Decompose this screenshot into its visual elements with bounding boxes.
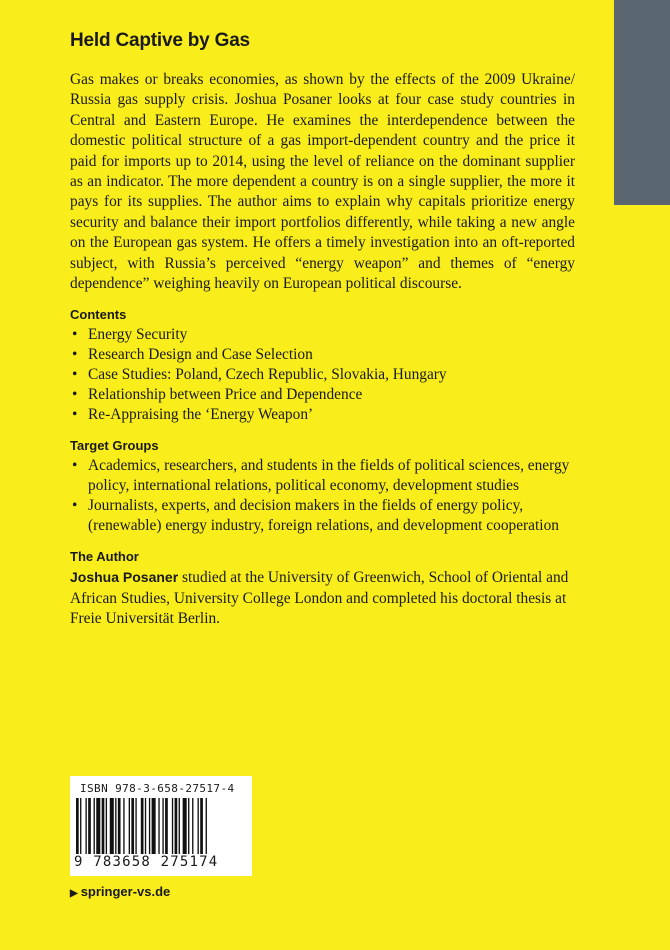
bullet-icon: • (72, 406, 78, 424)
bullet-icon: • (72, 326, 78, 344)
book-blurb: Gas makes or breaks economies, as shown by the effects of the 2009 Ukraine/ Russia gas supply crisis. Joshua Posaner looks at four case study countries in Central and Eastern Europe. He examines the interdependence between the domestic political structure of a gas import-dependent country and the price it paid for imports up to 2014, using the level of reliance on the dominant supplier as an indicator. The more dependent a country is on a single supplier, the more it pays for its supplies. The author aims to explain why capitals prioritize energy security and balance their import portfolios differently, while taking a new angle on the European gas system. He offers a timely investigation into an oft-reported subject, with Russia’s perceived “energy weapon” and themes of “energy dependence” weighing heavily on European political discourse. (70, 71, 575, 293)
back-cover-content (70, 30, 575, 630)
isbn-label: ISBN 978-3-658-27517-4 (80, 782, 235, 795)
target-groups-list (70, 456, 575, 536)
list-item: • Re-Appraising the ‘Energy Weapon’ (72, 406, 314, 424)
author-heading: The Author (70, 549, 139, 565)
bullet-icon: • (72, 497, 78, 515)
author-bio (70, 567, 575, 629)
list-item: • Energy Security (72, 326, 188, 344)
author-name: Joshua Posaner (70, 569, 179, 586)
isbn-barcode (70, 776, 252, 876)
cover-gray-tab (614, 0, 670, 205)
contents-heading: Contents (70, 307, 127, 323)
publisher-url: springer-vs.de (80, 884, 171, 899)
barcode-icon (76, 798, 246, 854)
author-bio-text: studied at the University of Greenwich, School of Oriental and African Studies, University College London and completed his doctoral thesis at Freie Universität Berlin. (70, 569, 569, 628)
list-item: • Journalists, experts, and decision makers in the fields of energy policy, (renewable) energy industry, foreign relations, and development cooperation (72, 497, 559, 535)
list-item: • Academics, researchers, and students in the fields of political sciences, energy policy, international relations, political economy, development studies (72, 457, 570, 495)
target-groups-heading: Target Groups (70, 438, 159, 454)
publisher-link[interactable] (70, 884, 170, 899)
bullet-icon: • (72, 457, 78, 475)
bullet-icon: • (72, 386, 78, 404)
contents-list (70, 325, 575, 425)
arrow-right-icon: ▶ (70, 888, 78, 899)
list-item: • Relationship between Price and Dependence (72, 386, 363, 404)
book-title: Held Captive by Gas (70, 30, 250, 51)
bullet-icon: • (72, 346, 78, 364)
bullet-icon: • (72, 366, 78, 384)
list-item: • Case Studies: Poland, Czech Republic, Slovakia, Hungary (72, 366, 447, 384)
barcode-digits: 9 783658 275174 (74, 854, 219, 870)
list-item: • Research Design and Case Selection (72, 346, 313, 364)
